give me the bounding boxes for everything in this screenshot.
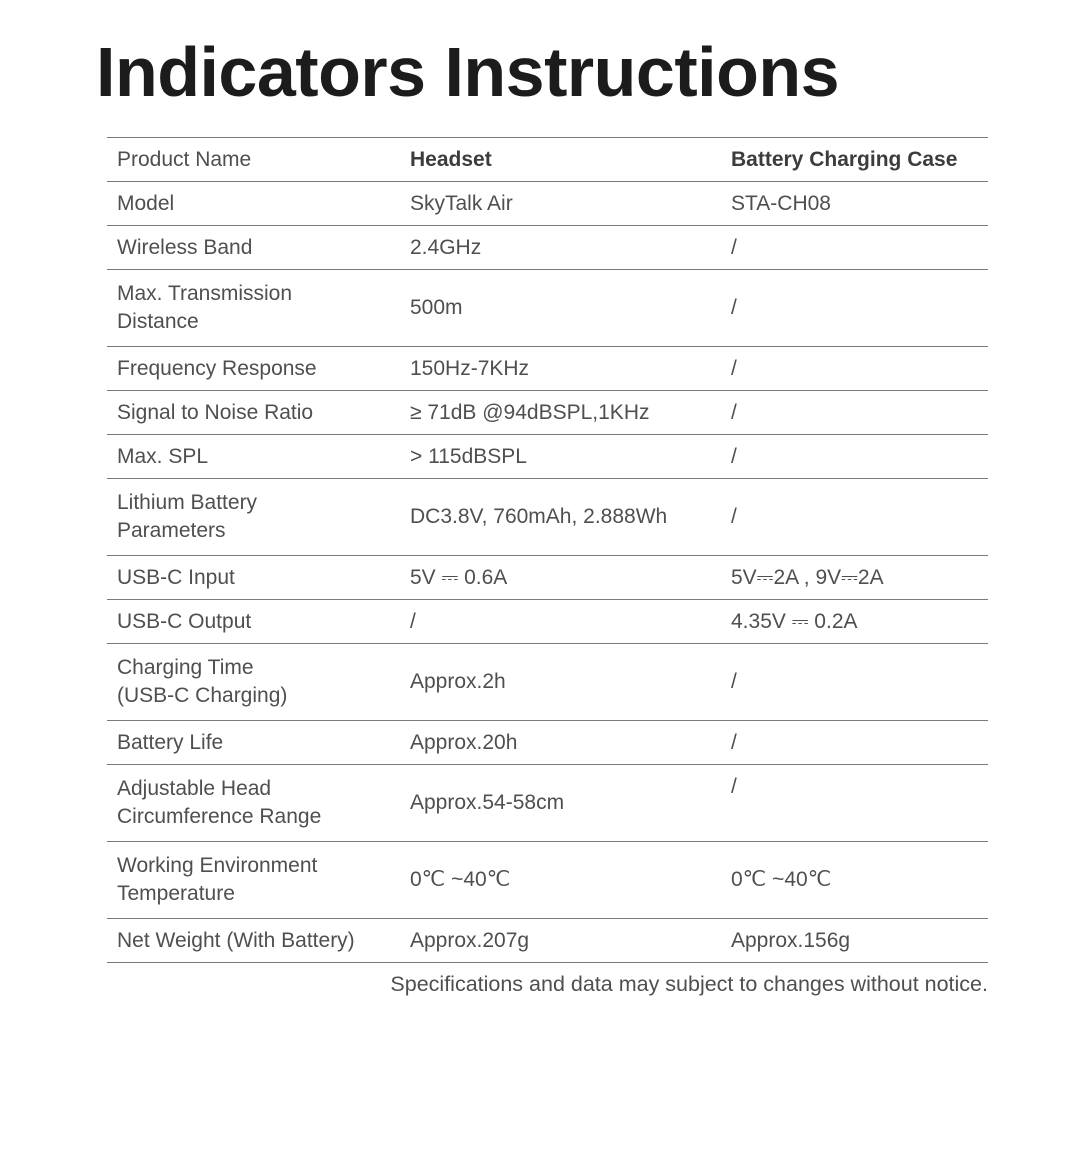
table-row [107, 270, 988, 347]
row-label: Net Weight (With Battery) [117, 928, 355, 952]
headset-value: 500m [410, 296, 463, 319]
table-row [107, 919, 988, 963]
headset-value: Approx.54-58cm [410, 791, 565, 814]
case-value: / [731, 235, 737, 259]
table-row [107, 556, 988, 600]
case-value: / [731, 296, 737, 319]
table-row [107, 644, 988, 721]
row-label: Working Environment Temperature [117, 854, 318, 905]
headset-value: 150Hz-7KHz [410, 356, 530, 380]
table-header-row [107, 138, 988, 182]
headset-value: DC3.8V, 760mAh, 2.888Wh [410, 505, 668, 528]
row-label: Max. Transmission Distance [117, 282, 293, 333]
row-label: Model [117, 191, 175, 215]
row-label: Charging Time (USB-C Charging) [117, 656, 288, 707]
case-value: / [731, 356, 737, 380]
case-value: STA-CH08 [731, 191, 831, 215]
headset-value: 5V ⎓ 0.6A [410, 565, 508, 589]
table-row [107, 842, 988, 919]
row-label: Adjustable Head Circumference Range [117, 777, 322, 828]
headset-value: Approx.20h [410, 730, 518, 754]
case-value: / [731, 444, 737, 468]
row-label: USB-C Input [117, 565, 235, 589]
table-row [107, 479, 988, 556]
row-label: Frequency Response [117, 356, 317, 380]
row-label: Signal to Noise Ratio [117, 400, 314, 424]
table-row [107, 391, 988, 435]
table-row [107, 226, 988, 270]
spec-table [107, 137, 988, 963]
headset-value: / [410, 609, 416, 633]
table-row [107, 721, 988, 765]
table-row [107, 435, 988, 479]
headset-value: > 115dBSPL [410, 444, 527, 468]
row-label: USB-C Output [117, 609, 252, 633]
headset-value: SkyTalk Air [410, 191, 513, 215]
case-value: / [731, 730, 737, 754]
disclaimer-note: Specifications and data may subject to changes without notice. [390, 972, 988, 996]
case-value: / [731, 775, 737, 798]
table-row [107, 182, 988, 226]
table-row [107, 347, 988, 391]
case-value: 5V⎓2A , 9V⎓2A [731, 565, 884, 589]
header-charging-case: Battery Charging Case [731, 147, 958, 171]
page-title: Indicators Instructions [96, 33, 840, 111]
headset-value: Approx.207g [410, 928, 530, 952]
case-value: Approx.156g [731, 928, 851, 952]
header-headset: Headset [410, 147, 492, 171]
headset-value: ≥ 71dB @94dBSPL,1KHz [410, 400, 650, 424]
header-label: Product Name [117, 147, 252, 171]
row-label: Battery Life [117, 730, 224, 754]
row-label: Max. SPL [117, 444, 209, 468]
row-label: Lithium Battery Parameters [117, 491, 258, 542]
case-value: / [731, 505, 737, 528]
case-value: / [731, 400, 737, 424]
case-value: 0℃ ~40℃ [731, 868, 832, 891]
case-value: 4.35V ⎓ 0.2A [731, 609, 858, 633]
case-value: / [731, 670, 737, 693]
headset-value: Approx.2h [410, 670, 506, 693]
table-row [107, 600, 988, 644]
row-label: Wireless Band [117, 235, 253, 259]
headset-value: 0℃ ~40℃ [410, 868, 511, 891]
headset-value: 2.4GHz [410, 235, 482, 259]
table-row [107, 765, 988, 842]
